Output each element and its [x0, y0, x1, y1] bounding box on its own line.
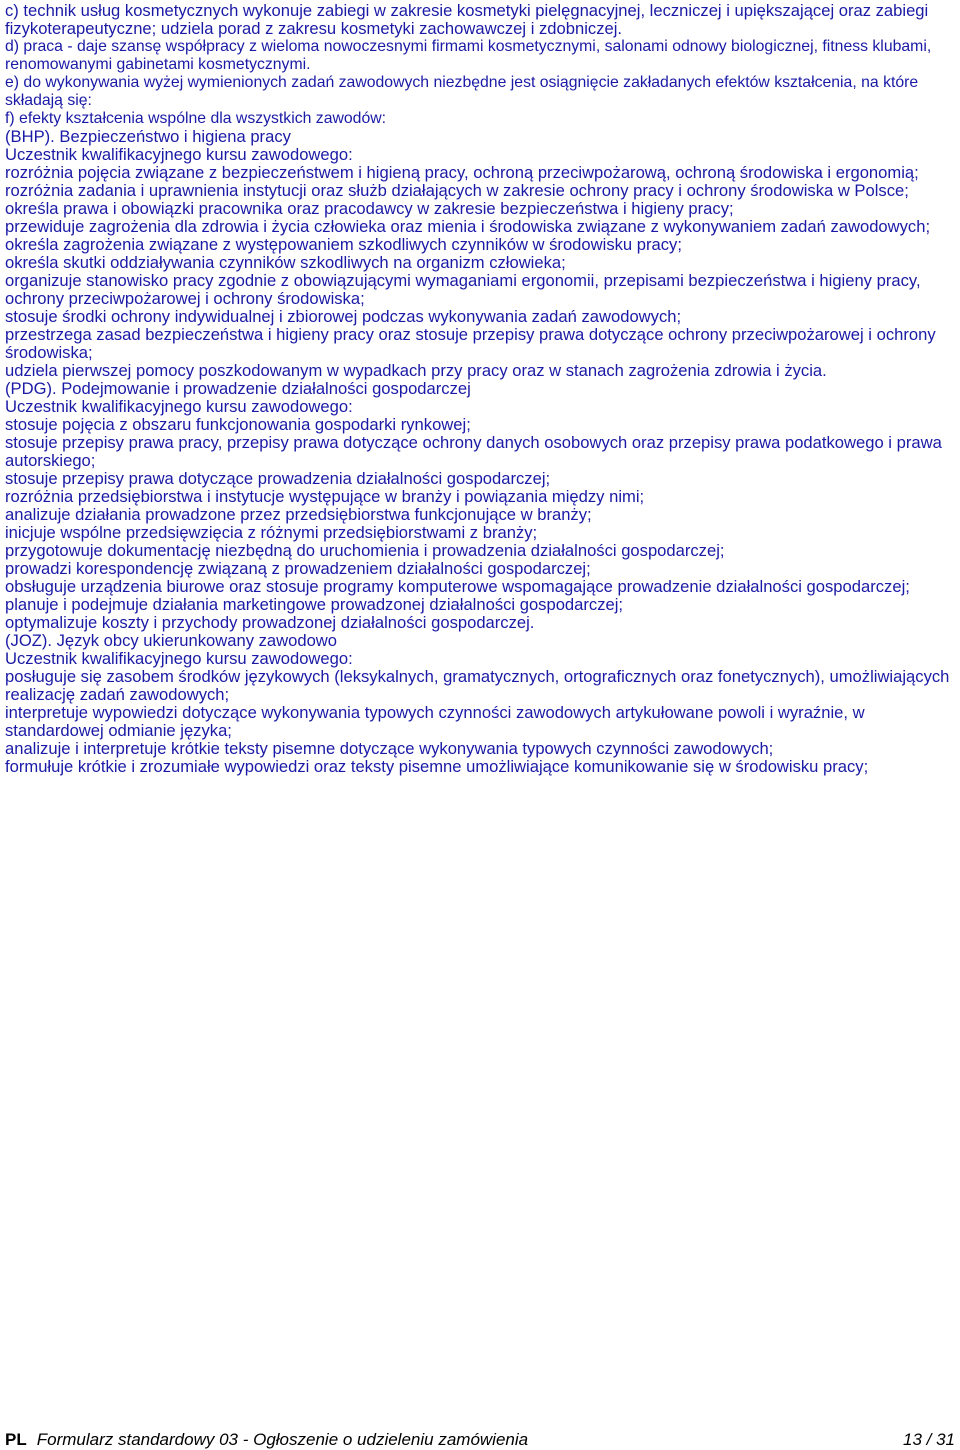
text-line: posługuje się zasobem środków językowych (leksykalnych, gramatycznych, ortograficznych oraz fonetycznych), umożliwiających realizację zadań zawodowych; [5, 667, 950, 704]
text-line: rozróżnia zadania i uprawnienia instytucji oraz służb działających w zakresie ochrony pracy i ochrony środowiska w Polsce; [5, 181, 909, 200]
text-line: (PDG). Podejmowanie i prowadzenie działalności gospodarczej [5, 379, 471, 398]
document-body [5, 2, 955, 776]
text-line: stosuje środki ochrony indywidualnej i zbiorowej podczas wykonywania zadań zawodowych; [5, 307, 682, 326]
text-line: udziela pierwszej pomocy poszkodowanym w wypadkach przy pracy oraz w stanach zagrożenia zdrowia i życia. [5, 361, 827, 380]
text-line: stosuje przepisy prawa pracy, przepisy prawa dotyczące ochrony danych osobowych oraz przepisy prawa podatkowego i prawa autorskiego; [5, 433, 942, 470]
text-line: przewiduje zagrożenia dla zdrowia i życia człowieka oraz mienia i środowiska związane z wykonywaniem zadań zawodowych; [5, 217, 931, 236]
text-line: (BHP). Bezpieczeństwo i higiena pracy [5, 127, 291, 146]
text-line: analizuje działania prowadzone przez przedsiębiorstwa funkcjonujące w branży; [5, 505, 592, 524]
text-line: planuje i podejmuje działania marketingowe prowadzonej działalności gospodarczej; [5, 595, 624, 614]
text-line: e) do wykonywania wyżej wymienionych zadań zawodowych niezbędne jest osiągnięcie zakładanych efektów kształcenia, na które składają się: [5, 74, 919, 109]
text-line: optymalizuje koszty i przychody prowadzonej działalności gospodarczej. [5, 613, 535, 632]
text-line: d) praca - daje szansę współpracy z wieloma nowoczesnymi firmami kosmetycznymi, salonami odnowy biologicznej, fitness klubami, renomowanymi gabinetami kosmetycznymi. [5, 38, 932, 73]
text-line: analizuje i interpretuje krótkie teksty pisemne dotyczące wykonywania typowych czynności zawodowych; [5, 739, 774, 758]
text-line: inicjuje wspólne przedsięwzięcia z różnymi przedsiębiorstwami z branży; [5, 523, 538, 542]
text-line: f) efekty kształcenia wspólne dla wszystkich zawodów: [5, 110, 387, 127]
text-line: stosuje pojęcia z obszaru funkcjonowania gospodarki rynkowej; [5, 415, 471, 434]
text-line: przygotowuje dokumentację niezbędną do uruchomienia i prowadzenia działalności gospodarczej; [5, 541, 725, 560]
text-line: prowadzi korespondencję związaną z prowadzeniem działalności gospodarczej; [5, 559, 591, 578]
text-line: rozróżnia pojęcia związane z bezpieczeństwem i higieną pracy, ochroną przeciwpożarową, ochroną środowiska i ergonomią; [5, 163, 919, 182]
text-line: formułuje krótkie i zrozumiałe wypowiedzi oraz teksty pisemne umożliwiające komunikowanie się w środowisku pracy; [5, 757, 869, 776]
page-footer [5, 1430, 955, 1450]
footer-language: PL [5, 1430, 27, 1449]
text-line: określa prawa i obowiązki pracownika oraz pracodawcy w zakresie bezpieczeństwa i higieny pracy; [5, 199, 734, 218]
text-line: interpretuje wypowiedzi dotyczące wykonywania typowych czynności zawodowych artykułowane powoli i wyraźnie, w standardowej odmianie języka; [5, 703, 865, 740]
text-line: (JOZ). Język obcy ukierunkowany zawodowo [5, 631, 338, 650]
text-line: Uczestnik kwalifikacyjnego kursu zawodowego: [5, 397, 353, 416]
text-line: organizuje stanowisko pracy zgodnie z obowiązującymi wymaganiami ergonomii, przepisami bezpieczeństwa i higieny pracy, ochrony przeciwpożarowej i ochrony środowiska; [5, 271, 921, 308]
text-line: przestrzega zasad bezpieczeństwa i higieny pracy oraz stosuje przepisy prawa dotyczące ochrony przeciwpożarowej i ochrony środowiska; [5, 325, 936, 362]
text-line: Uczestnik kwalifikacyjnego kursu zawodowego: [5, 649, 353, 668]
footer-form-title: Formularz standardowy 03 - Ogłoszenie o udzieleniu zamówienia [36, 1430, 529, 1449]
text-line: określa zagrożenia związane z występowaniem szkodliwych czynników w środowisku pracy; [5, 235, 682, 254]
footer-page-number: 13 / 31 [903, 1430, 955, 1449]
text-line: obsługuje urządzenia biurowe oraz stosuje programy komputerowe wspomagające prowadzenie działalności gospodarczej; [5, 577, 910, 596]
text-line: Uczestnik kwalifikacyjnego kursu zawodowego: [5, 145, 353, 164]
text-line: stosuje przepisy prawa dotyczące prowadzenia działalności gospodarczej; [5, 469, 551, 488]
text-line: rozróżnia przedsiębiorstwa i instytucje występujące w branży i powiązania między nimi; [5, 487, 645, 506]
text-line: określa skutki oddziaływania czynników szkodliwych na organizm człowieka; [5, 253, 566, 272]
text-line: c) technik usług kosmetycznych wykonuje zabiegi w zakresie kosmetyki pielęgnacyjnej, leczniczej i upiększającej oraz zabiegi fizykoterapeutyczne; udziela porad z zakresu kosmetyki zachowawczej i zdobniczej. [5, 1, 929, 38]
